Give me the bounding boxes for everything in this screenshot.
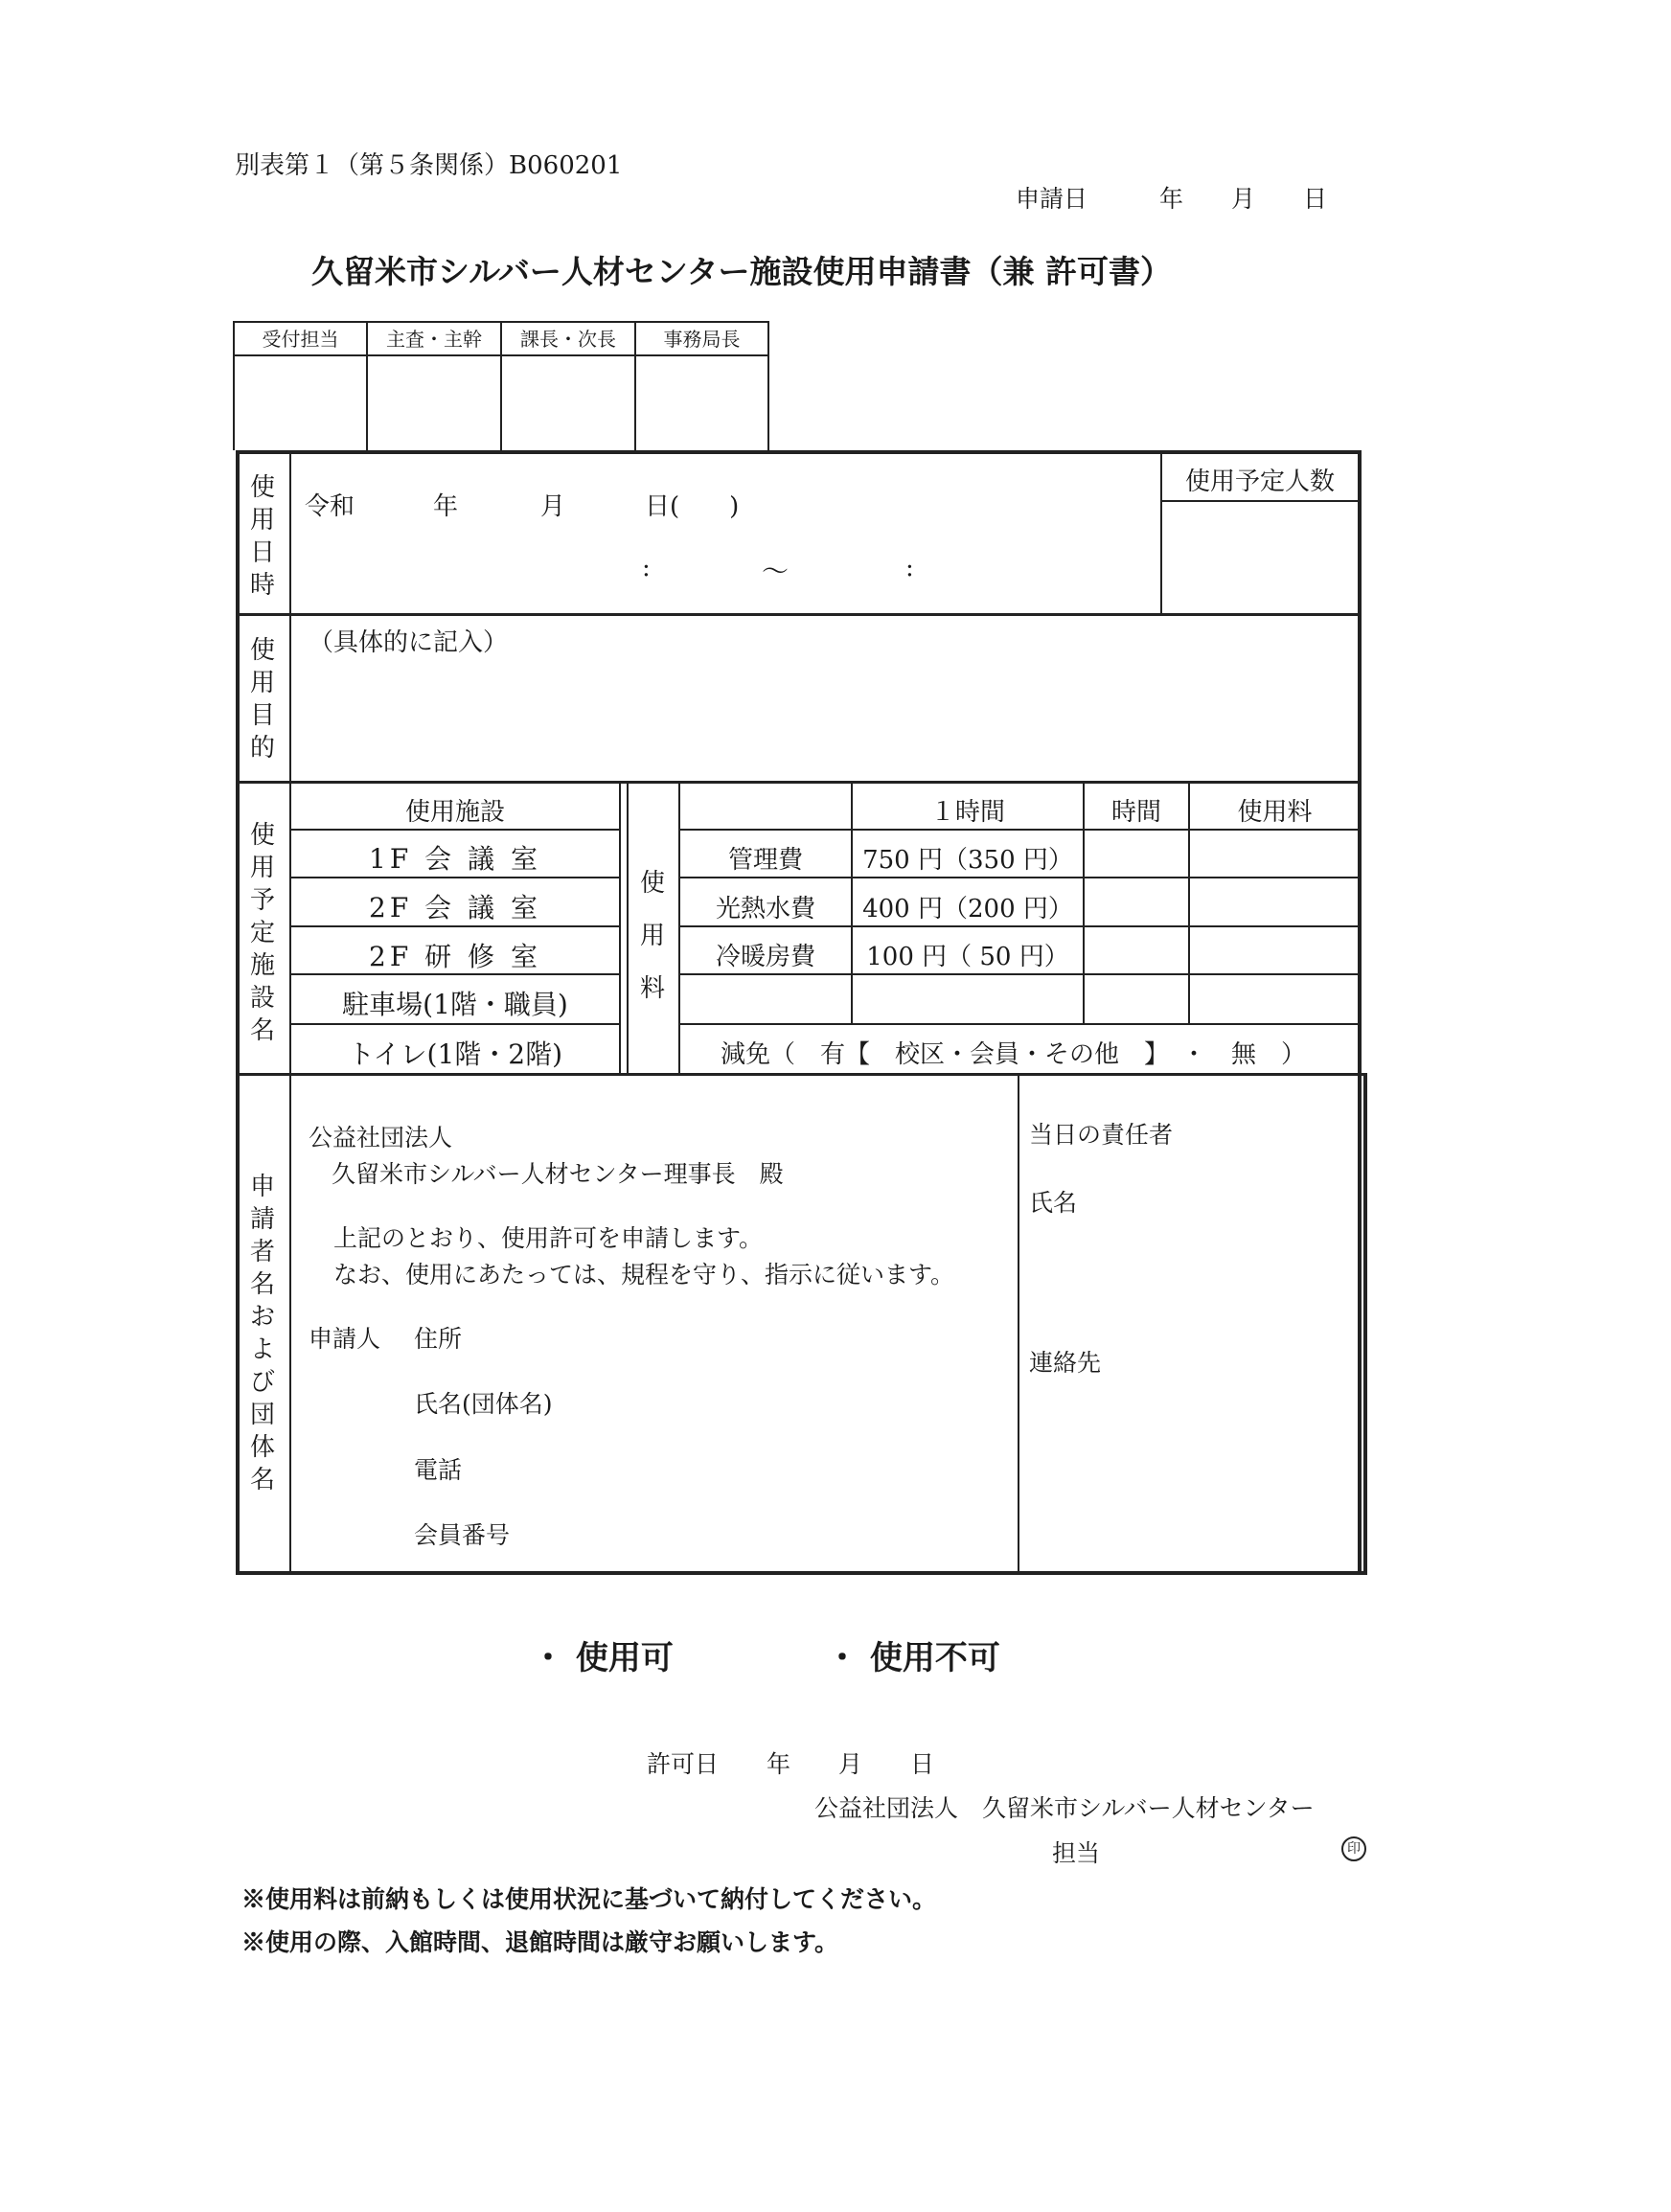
fee-amount-input-3[interactable] xyxy=(1192,929,1358,971)
day-input[interactable] xyxy=(575,484,642,516)
applicant-member-input[interactable] xyxy=(537,1511,1006,1549)
end-time-colon: : xyxy=(905,554,914,582)
permit-date: 許可日 年 月 日 xyxy=(647,1750,935,1778)
responsible-contact-input[interactable] xyxy=(1029,1381,1355,1420)
facility-2f-meeting-room[interactable]: 2F 会 議 室 xyxy=(369,892,541,924)
approval-header-reception: 受付担当 xyxy=(262,328,339,351)
fee-amount-input-1[interactable] xyxy=(1192,832,1358,875)
year-label: 年 xyxy=(433,492,459,521)
fee-row-aircon-name: 冷暖房費 xyxy=(715,943,815,971)
fee-col-fee: 使用料 xyxy=(1237,798,1313,827)
applicant-member-label: 会員番号 xyxy=(414,1521,511,1549)
approval-stamp-section[interactable] xyxy=(502,356,634,450)
fee-time-input-1[interactable] xyxy=(1087,832,1186,875)
fee-row-utilities-name: 光熱水費 xyxy=(715,895,815,924)
fee-label: 使 用 料 xyxy=(639,869,665,1003)
applicant-address-label: 住所 xyxy=(414,1325,463,1353)
facilities-header: 使用施設 xyxy=(404,798,505,827)
year-input[interactable] xyxy=(364,484,431,516)
applicant-statement-1: 上記のとおり、使用許可を申請します。 xyxy=(333,1224,764,1252)
facility-parking[interactable]: 駐車場(1階・職員) xyxy=(342,989,568,1020)
permit-staff-label: 担当 xyxy=(1052,1839,1101,1867)
fee-reduction[interactable]: 減免（ 有【 校区・会員・その他 】 ・ 無 ） xyxy=(721,1040,1307,1069)
fee-row-utilities-rate: 400 円（200 円） xyxy=(862,895,1073,924)
responsible-name-label: 氏名 xyxy=(1029,1189,1078,1217)
note-hours: ※使用の際、入館時間、退館時間は厳守お願いします。 xyxy=(241,1928,839,1956)
note-payment: ※使用料は前納もしくは使用状況に基づいて納付してください。 xyxy=(241,1885,937,1913)
fee-row-aircon-rate: 100 円（ 50 円） xyxy=(866,943,1069,971)
day-label: 日( ) xyxy=(645,492,740,521)
people-count-input[interactable] xyxy=(1164,504,1356,611)
month-input[interactable] xyxy=(469,484,537,516)
permit-issuer: 公益社団法人 久留米市シルバー人材センター xyxy=(814,1794,1315,1822)
facility-toilet[interactable]: トイレ(1階・2階) xyxy=(347,1038,563,1070)
page-title: 久留米市シルバー人材センター施設使用申請書（兼 許可書） xyxy=(311,253,1173,290)
fee-time-input-3[interactable] xyxy=(1087,929,1186,971)
approval-stamp-chief[interactable] xyxy=(368,356,500,450)
decision-allowed[interactable]: ・ 使用可 xyxy=(532,1639,674,1677)
fee-time-input-2[interactable] xyxy=(1087,880,1186,924)
applicant-phone-label: 電話 xyxy=(414,1456,463,1484)
fee-row-management-name: 管理費 xyxy=(727,846,803,875)
approval-header-section: 課長・次長 xyxy=(520,328,616,351)
approval-stamp-director[interactable] xyxy=(636,356,767,450)
applicant-address-input[interactable] xyxy=(479,1314,1006,1353)
fee-amount-input-2[interactable] xyxy=(1192,880,1358,924)
approval-stamp-reception[interactable] xyxy=(235,356,366,450)
end-hour-input[interactable] xyxy=(834,548,891,581)
facilities-label: 使 用 予 定 施 設 名 xyxy=(249,821,275,1045)
time-range-tilde: 〜 xyxy=(762,556,790,587)
responsible-contact-label: 連絡先 xyxy=(1029,1349,1102,1377)
era-label: 令和 xyxy=(305,492,355,521)
fee-row-management-rate: 750 円（350 円） xyxy=(862,846,1073,875)
end-minute-input[interactable] xyxy=(920,548,977,581)
approval-header-chief: 主査・主幹 xyxy=(386,328,482,351)
applicant-role-label: 申請人 xyxy=(309,1325,381,1353)
application-date: 申請日 年 月 日 xyxy=(1016,185,1328,213)
start-minute-input[interactable] xyxy=(661,548,719,581)
month-label: 月 xyxy=(540,492,566,521)
facility-1f-meeting-room[interactable]: 1F 会 議 室 xyxy=(369,843,541,875)
approval-header-director: 事務局長 xyxy=(663,328,741,351)
facility-2f-training-room[interactable]: 2F 研 修 室 xyxy=(369,941,541,972)
responsible-name-input[interactable] xyxy=(1029,1221,1355,1260)
seal-icon: 印 xyxy=(1341,1836,1366,1861)
applicant-phone-input[interactable] xyxy=(479,1446,1006,1484)
applicant-name-label: 氏名(団体名) xyxy=(414,1390,553,1418)
purpose-hint: （具体的に記入） xyxy=(309,628,509,657)
responsible-label: 当日の責任者 xyxy=(1029,1121,1174,1149)
fee-col-time: 時間 xyxy=(1110,798,1161,827)
purpose-label: 使 用 目 的 xyxy=(249,636,275,763)
decision-denied[interactable]: ・ 使用不可 xyxy=(826,1639,1000,1677)
purpose-input[interactable] xyxy=(297,661,1351,776)
applicant-addressee: 久留米市シルバー人材センター理事長 殿 xyxy=(332,1160,784,1188)
applicant-label: 申 請 者 名 お よ び 団 体 名 xyxy=(249,1173,275,1494)
applicant-name-input[interactable] xyxy=(575,1380,1006,1418)
people-count-label: 使用予定人数 xyxy=(1184,467,1335,496)
applicant-org: 公益社団法人 xyxy=(309,1124,453,1152)
start-hour-input[interactable] xyxy=(575,548,632,581)
usage-datetime-label: 使 用 日 時 xyxy=(249,473,275,600)
start-time-colon: : xyxy=(642,554,651,582)
fee-col-hour: １時間 xyxy=(929,798,1005,827)
form-code: 別表第１（第５条関係）B060201 xyxy=(235,151,623,180)
applicant-statement-2: なお、使用にあたっては、規程を守り、指示に従います。 xyxy=(333,1261,955,1288)
